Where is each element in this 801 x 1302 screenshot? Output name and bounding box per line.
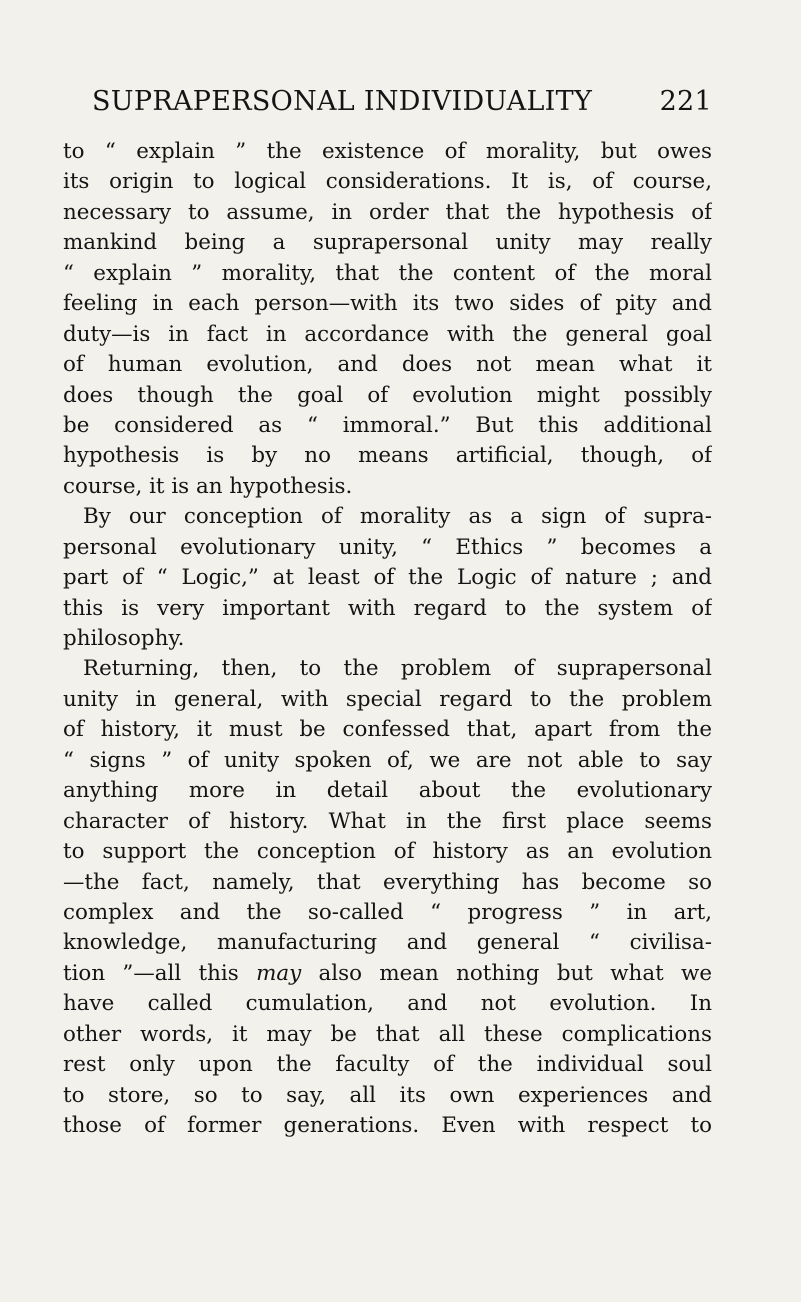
text-line: its origin to logical considerations. It is, of course,	[63, 169, 712, 195]
text-line: “ signs ” of unity spoken of, we are not able to say	[63, 747, 712, 773]
text-line: those of former generations. Even with respect to	[63, 1113, 712, 1138]
text-line: to “ explain ” the existence of morality, but owes	[63, 139, 712, 164]
text-line: necessary to assume, in order that the hypothesis of	[63, 199, 712, 225]
text-line: —the fact, namely, that everything has become so	[63, 869, 712, 895]
text-line: unity in general, with special regard to the problem	[63, 686, 712, 712]
text-line: have called cumulation, and not evolution. In	[63, 991, 712, 1017]
text-line: this is very important with regard to the system of	[63, 595, 712, 621]
text-line: other words, it may be that all these complications	[63, 1021, 712, 1047]
text-line: does though the goal of evolution might possibly	[63, 382, 712, 408]
text-line: part of “ Logic,” at least of the Logic of nature ; and	[63, 565, 712, 591]
text-line: character of history. What in the first place seems	[63, 808, 712, 834]
text-line: to support the conception of history as an evolution	[63, 839, 712, 865]
text-line: anything more in detail about the evolutionary	[63, 778, 712, 804]
text-line: course, it is an hypothesis.	[63, 473, 353, 499]
text-line: be considered as “ immoral.” But this additional	[63, 412, 712, 438]
line-start: tion ”—all this	[63, 960, 257, 986]
line-end: also mean nothing but what we	[318, 960, 712, 986]
text-line: of history, it must be confessed that, apart from the	[63, 717, 712, 743]
text-line: to store, so to say, all its own experiences and	[63, 1082, 712, 1108]
running-title: SUPRAPERSONAL INDIVIDUALITY	[92, 86, 593, 117]
text-line: feeling in each person—with its two sides of pity and	[63, 291, 712, 317]
text-line-with-italic	[63, 959, 712, 989]
text-line: Returning, then, to the problem of suprapersonal	[83, 656, 712, 682]
text-line: philosophy.	[63, 626, 185, 651]
text-line: By our conception of morality as a sign of supra-	[83, 504, 712, 530]
text-line: rest only upon the faculty of the individual soul	[63, 1052, 712, 1078]
text-line: “ explain ” morality, that the content of the moral	[63, 260, 712, 286]
text-line: personal evolutionary unity, “ Ethics ” becomes a	[63, 534, 712, 560]
running-header	[92, 84, 712, 120]
text-line: of human evolution, and does not mean what it	[63, 352, 712, 378]
body-text	[63, 137, 712, 1141]
text-line: duty—is in fact in accordance with the general goal	[63, 321, 712, 347]
italic-word: may	[256, 960, 302, 986]
text-line: complex and the so-called “ progress ” in art,	[63, 899, 712, 925]
text-line: mankind being a suprapersonal unity may really	[63, 230, 712, 256]
text-line: hypothesis is by no means artificial, though, of	[63, 443, 712, 469]
text-line: knowledge, manufacturing and general “ civilisa-	[63, 930, 712, 956]
page-number: 221	[659, 86, 712, 117]
